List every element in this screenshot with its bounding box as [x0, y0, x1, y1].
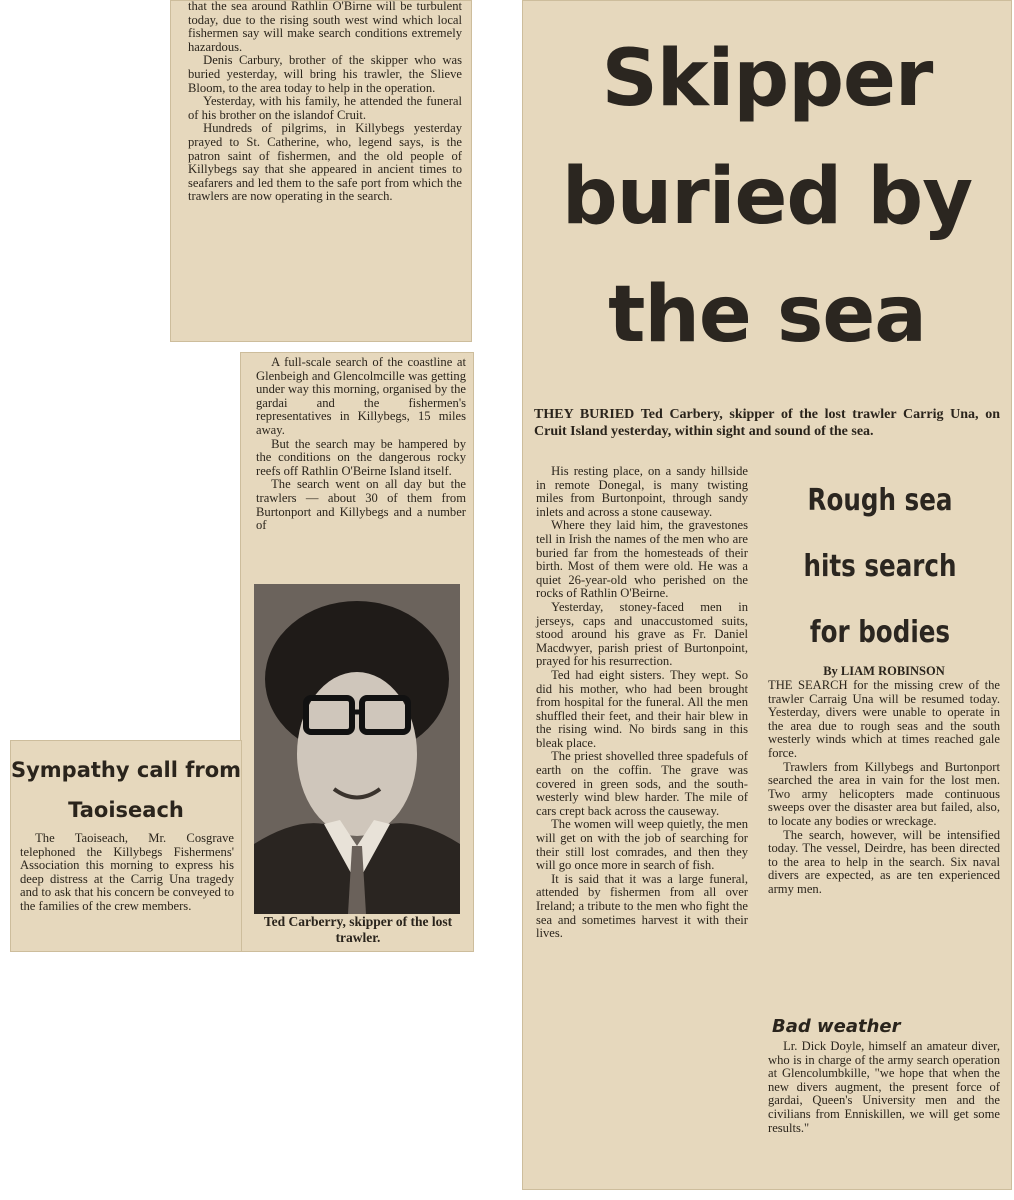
clipping-top — [170, 0, 472, 342]
paragraph: The Taoiseach, Mr. Cosgrave telephoned the Killybegs Fishermens' Association this morning to express his deep distress at the Carrig Una tragedy and to ask that his concern be conveyed to the families of the crew members. — [20, 831, 234, 913]
paragraph — [768, 679, 1000, 761]
skipper-photo — [254, 584, 460, 914]
paragraph: Denis Carbury, brother of the skipper who was buried yesterday, will bring his trawler, the Slieve Bloom, to the area today to help in the operation. — [188, 53, 462, 95]
sympathy-headline: Sympathy call from Taoiseach — [10, 758, 241, 822]
side-lead: THE SEARCH — [768, 678, 848, 692]
clipping-sympathy — [10, 740, 242, 952]
paragraph: Yesterday, with his family, he attended the funeral of his brother on the islandof Cruit. — [188, 94, 462, 122]
intro-lead: THEY BURIED — [534, 407, 635, 422]
side-headline-line: Rough sea — [807, 483, 953, 518]
paragraph: A full-scale search of the coastline at Glenbeigh and Glencolmcille was getting under way this morning, organised by the gardai and the fishermen's representatives in Killybegs, 15 miles away. — [256, 355, 466, 437]
side-body-column — [768, 679, 1000, 897]
paragraph: Where they laid him, the gravestones tell in Irish the names of the men who are buried far from the homesteads of their birth. Most of them were old. He was a quiet 26-year-old who perished on the rocks of Rathlin O'Beirne. — [536, 518, 748, 601]
paragraph: Trawlers from Killybegs and Burtonport searched the area in vain for the lost men. Two army helicopters made continuous sweeps over the disaster area but failed, also, to locate any bodies or wreckage. — [768, 759, 1000, 828]
main-intro — [534, 406, 1000, 440]
paragraph: The search went on all day but the trawlers — about 30 of them from Burtonport and Killybegs and a number of — [256, 477, 466, 533]
sympathy-body — [20, 832, 234, 914]
intro-text: Ted Carbery, skipper of the lost trawler Carrig Una, on Cruit Island yesterday, within sight and sound of the sea. — [534, 407, 1000, 439]
paragraph: But the search may be hampered by the conditions on the dangerous rocky reefs off Rathlin O'Beirne Island itself. — [256, 436, 466, 478]
side-body-column-end — [768, 1040, 1000, 1135]
side-headline-line: hits search — [803, 549, 957, 584]
article-continuation-top — [188, 0, 462, 204]
clipping-main — [522, 0, 1012, 1190]
clipping-middle — [240, 352, 474, 952]
paragraph: Hundreds of pilgrims, in Killybegs yesterday prayed to St. Catherine, who, legend says, is the patron saint of fishermen, and the old people of Killybegs say that she appeared in ancient times to seafarers and led them to the safe port from which the trawlers are now operating in the search. — [188, 121, 462, 204]
paragraph: that the sea around Rathlin O'Birne will be turbulent today, due to the rising south west wind which local fishermen say will make search conditions extremely hazardous. — [188, 0, 462, 54]
main-headline: Skipper buried by the sea — [561, 34, 973, 360]
paragraph: His resting place, on a sandy hillside in remote Donegal, is many twisting miles from Burtonpoint, through sandy inlets and across a stone causeway. — [536, 464, 748, 519]
paragraph: Lr. Dick Doyle, himself an amateur diver, who is in charge of the army search operation at Glencolumbkille, "we hope that when the new divers augment, the present force of gardai, Queen's University men and the civilians from Enniskillen, we will get some results." — [768, 1039, 1000, 1135]
byline: By LIAM ROBINSON — [823, 664, 945, 678]
search-article — [256, 356, 466, 533]
paragraph: Yesterday, stoney-faced men in jerseys, caps and unaccustomed suits, stood around his grave as Fr. Daniel Macdwyer, parish priest of Burtonpoint, prayed for his resurrection. — [536, 599, 748, 669]
paragraph: The women will weep quietly, the men will get on with the job of searching for their still lost comrades, and then they will go once more in search of fish. — [536, 817, 748, 873]
paragraph: The search, however, will be intensified today. The vessel, Deirdre, has been directed to the area to help in the search. Six naval divers are expected, as are ten experienced army men. — [768, 827, 1000, 896]
paragraph: Ted had eight sisters. They wept. So did his mother, who had been brought from hospital for the funeral. All the men shuffled their feet, and their hair blew in the rising wind. No birds sang in this bleak place. — [536, 667, 748, 750]
side-headline-line: for bodies — [809, 615, 951, 650]
main-body-column — [536, 465, 748, 941]
paragraph: The priest shovelled three spadefuls of earth on the coffin. The grave was covered in green sods, and the south-westerly wind blew harder. The mile of cars crept back across the causeway. — [536, 749, 748, 818]
photo-caption: Ted Carberry, skipper of the lost trawler. — [263, 914, 453, 945]
subheading: Bad weather — [772, 1016, 901, 1037]
side-text: for the missing crew of the trawler Carraig Una will be resumed today. Yesterday, divers were unable to operate in the area due to rough seas and the south westerly winds which at times reached gale force. — [768, 678, 1000, 760]
paragraph: It is said that it was a large funeral, attended by fishermen from all over Ireland; a tribute to the men who fight the sea and sometimes harvest it with their lives. — [536, 871, 748, 941]
side-headline — [783, 468, 977, 666]
